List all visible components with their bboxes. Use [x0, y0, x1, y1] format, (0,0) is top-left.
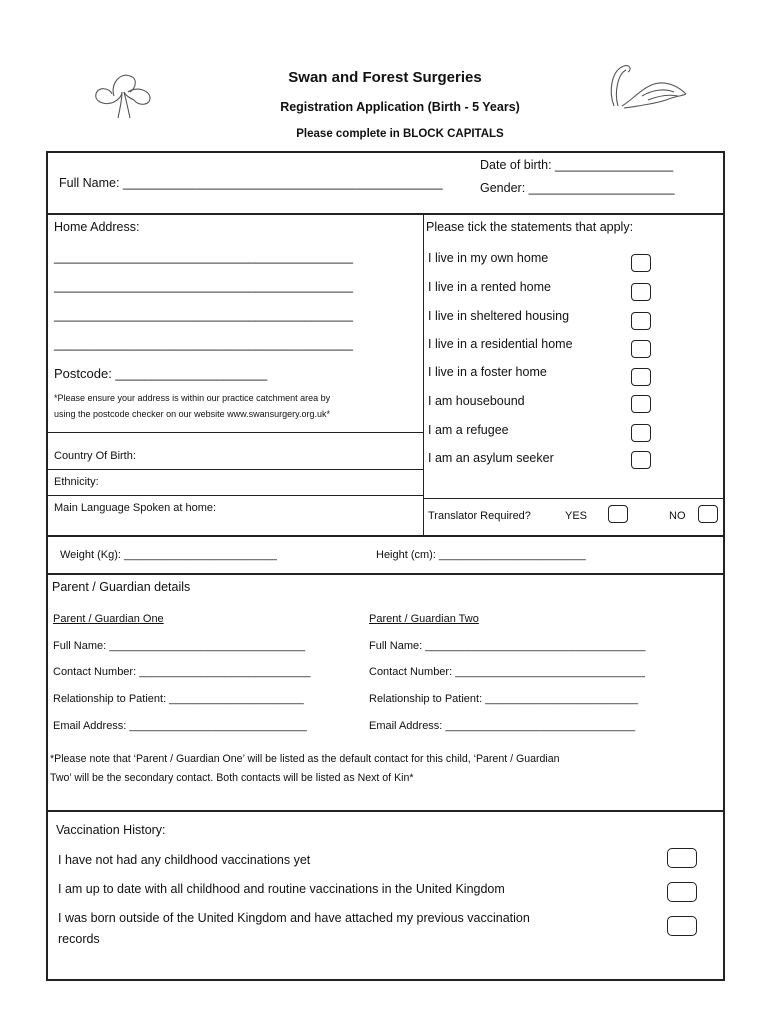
guardian-two-relationship[interactable]: Relationship to Patient: _________________________ — [369, 693, 639, 705]
form-subtitle: Registration Application (Birth - 5 Years) — [280, 100, 520, 114]
vaccination-item-abroad: I was born outside of the United Kingdom and have attached my previous vaccination — [58, 911, 530, 925]
checkbox-translator-yes[interactable] — [608, 505, 628, 523]
housing-item-rented: I live in a rented home — [428, 280, 551, 294]
checkbox-own-home[interactable] — [631, 254, 651, 272]
weight-field[interactable]: Weight (Kg): _________________________ — [60, 549, 277, 561]
vaccination-heading: Vaccination History: — [56, 823, 166, 837]
guardian-note-line2: Two’ will be the secondary contact. Both contacts will be listed as Next of Kin* — [50, 772, 414, 784]
guardian-one-title: Parent / Guardian One — [53, 613, 164, 625]
guardian-heading: Parent / Guardian details — [52, 580, 191, 594]
translator-yes-label: YES — [565, 510, 588, 522]
catchment-note-line1: *Please ensure your address is within our practice catchment area by — [54, 393, 331, 403]
housing-item-sheltered: I live in sheltered housing — [428, 309, 570, 323]
divider-vaccination — [46, 810, 725, 812]
guardian-note-line1: *Please note that ‘Parent / Guardian One’ will be listed as the default contact for this child, ‘Parent / Guardian — [50, 753, 560, 765]
checkbox-rented[interactable] — [631, 283, 651, 301]
translator-label: Translator Required? — [428, 510, 531, 522]
guardian-one-email[interactable]: Email Address: _____________________________ — [53, 720, 307, 732]
address-line-1[interactable]: ___________________________________________ — [54, 250, 353, 264]
checkbox-vaccination-uptodate[interactable] — [667, 882, 697, 902]
divider-country — [46, 469, 423, 470]
checkbox-translator-no[interactable] — [698, 505, 718, 523]
checkbox-housebound[interactable] — [631, 395, 651, 413]
main-language-field[interactable]: Main Language Spoken at home: — [54, 502, 217, 514]
postcode-field[interactable]: Postcode: _____________________ — [54, 366, 268, 381]
guardian-one-contact[interactable]: Contact Number: ____________________________ — [53, 666, 311, 678]
checkbox-refugee[interactable] — [631, 424, 651, 442]
housing-item-foster: I live in a foster home — [428, 365, 547, 379]
checkbox-vaccination-abroad[interactable] — [667, 916, 697, 936]
checkbox-residential[interactable] — [631, 340, 651, 358]
divider-postcode — [46, 432, 423, 433]
divider-measurements — [46, 535, 725, 537]
address-line-2[interactable]: ___________________________________________ — [54, 279, 353, 293]
home-address-label: Home Address: — [54, 220, 140, 234]
height-field[interactable]: Height (cm): ________________________ — [376, 549, 586, 561]
gender-field[interactable]: Gender: _____________________ — [480, 181, 675, 195]
guardian-two-full-name[interactable]: Full Name: ____________________________________ — [369, 640, 646, 652]
guardian-two-contact[interactable]: Contact Number: _______________________________ — [369, 666, 645, 678]
country-of-birth-field[interactable]: Country Of Birth: — [54, 450, 136, 462]
housing-heading: Please tick the statements that apply: — [426, 220, 634, 234]
housing-item-asylum: I am an asylum seeker — [428, 451, 554, 465]
date-of-birth-field[interactable]: Date of birth: _________________ — [480, 158, 674, 172]
divider-ethnicity — [46, 495, 423, 496]
address-line-3[interactable]: ___________________________________________ — [54, 308, 353, 322]
housing-item-housebound: I am housebound — [428, 394, 525, 408]
ethnicity-field[interactable]: Ethnicity: — [54, 476, 99, 488]
guardian-one-full-name[interactable]: Full Name: ________________________________ — [53, 640, 306, 652]
checkbox-sheltered[interactable] — [631, 312, 651, 330]
guardian-one-relationship[interactable]: Relationship to Patient: ______________________ — [53, 693, 304, 705]
vaccination-item-abroad-line2: records — [58, 932, 100, 946]
vaccination-item-uptodate: I am up to date with all childhood and routine vaccinations in the United Kingdom — [58, 882, 505, 896]
checkbox-asylum[interactable] — [631, 451, 651, 469]
divider-address-housing — [423, 213, 424, 535]
housing-item-own-home: I live in my own home — [428, 251, 549, 265]
checkbox-foster[interactable] — [631, 368, 651, 386]
housing-item-refugee: I am a refugee — [428, 423, 509, 437]
guardian-two-title: Parent / Guardian Two — [369, 613, 479, 625]
vaccination-item-none: I have not had any childhood vaccinations yet — [58, 853, 311, 867]
housing-item-residential: I live in a residential home — [428, 337, 573, 351]
translator-no-label: NO — [669, 510, 686, 522]
address-line-4[interactable]: ___________________________________________ — [54, 337, 353, 351]
divider-translator — [423, 498, 725, 499]
divider-personal — [46, 213, 725, 215]
catchment-note-line2: using the postcode checker on our website www.swansurgery.org.uk* — [54, 409, 330, 419]
form-instruction: Please complete in BLOCK CAPITALS — [296, 128, 504, 140]
divider-guardian — [46, 573, 725, 575]
guardian-two-email[interactable]: Email Address: _______________________________ — [369, 720, 636, 732]
full-name-field[interactable]: Full Name: ______________________________________________ — [59, 176, 443, 190]
checkbox-vaccination-none[interactable] — [667, 848, 697, 868]
form-title: Swan and Forest Surgeries — [288, 69, 482, 86]
